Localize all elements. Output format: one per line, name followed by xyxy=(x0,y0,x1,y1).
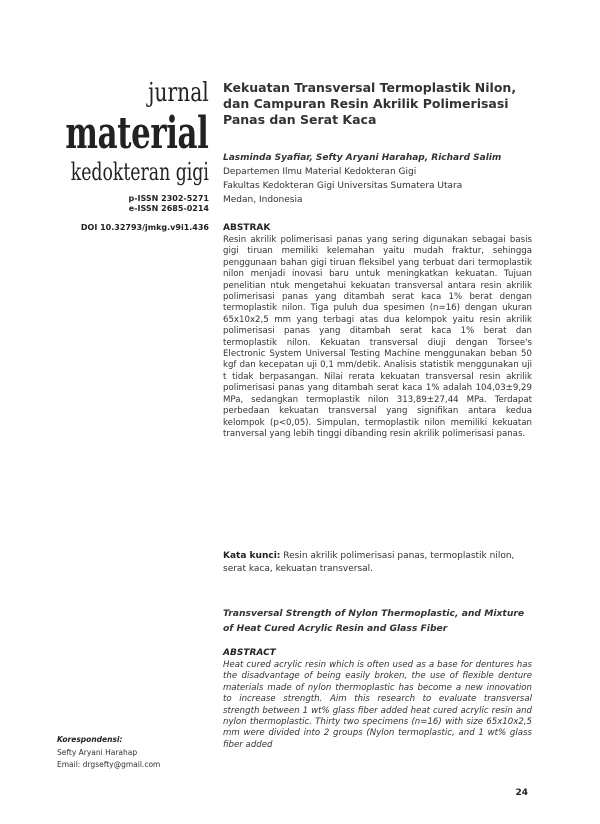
article-title: Kekuatan Transversal Termoplastik Nilon, dan Campuran Resin Akrilik Polimerisasi Panas dan Serat Kaca xyxy=(223,80,517,127)
pissn: p-ISSN 2302-5271 xyxy=(128,194,209,203)
affiliation-line: Fakultas Kedokteran Gigi Universitas Sumatera Utara xyxy=(223,181,463,191)
abstract-body: Heat cured acrylic resin which is often used as a base for dentures has the disadvantage of being easily broken, the use of flexible denture materials made of nylon thermoplastic has become a new innovation to increase strength. Aim this research to evaluate transversal strength between 1 wt% glass fiber added heat cured acrylic resin and nylon thermoplastic. Thirty two specimens (n=16) with size 65x10x2,5 mm were divided into 2 groups (Nylon termoplastic, and 1 wt% glass fiber added xyxy=(223,660,532,750)
correspondence-label: Korespondensi: xyxy=(57,735,123,744)
article-authors: Lasminda Syafiar, Sefty Aryani Harahap, Richard Salim xyxy=(223,153,502,163)
english-title: Transversal Strength of Nylon Thermoplastic, and Mixture of Heat Cured Acrylic Resin and Glass Fiber xyxy=(223,608,525,634)
keywords xyxy=(223,550,532,576)
page-number: 24 xyxy=(515,788,528,798)
journal-logo-material: material xyxy=(65,108,209,159)
doi: DOI 10.32793/jmkg.v9i1.436 xyxy=(80,223,209,232)
affiliation-line: Medan, Indonesia xyxy=(223,195,303,205)
affiliation-line: Departemen Ilmu Material Kedokteran Gigi xyxy=(223,167,417,177)
abstrak-heading: ABSTRAK xyxy=(223,223,271,233)
abstract-heading: ABSTRACT xyxy=(223,648,276,658)
correspondence-name: Sefty Aryani Harahap xyxy=(57,748,138,757)
keywords-text: Resin akrilik polimerisasi panas, termoplastik nilon, serat kaca, kekuatan transversal. xyxy=(223,551,515,574)
eissn: e-ISSN 2685-0214 xyxy=(128,204,209,213)
journal-logo-kedokteran-gigi: kedokteran gigi xyxy=(70,158,209,186)
journal-logo-jurnal: jurnal xyxy=(148,78,209,108)
correspondence-email: Email: drgsefty@gmail.com xyxy=(57,760,161,769)
abstrak-body: Resin akrilik polimerisasi panas yang sering digunakan sebagai basis gigi tiruan memiliki kelemahan yaitu mudah fraktur, sehingga penggunaan bahan gigi tiruan fleksibel yang terbuat dari termoplastik nilon menjadi inovasi baru untuk meningkatkan kekuatan. Tujuan penelitian ntuk mengetahui kekuatan transversal antara resin akrilik polimerisasi panas yang ditambah serat kaca 1% berat dengan termoplastik nilon. Tiga puluh dua spesimen (n=16) dengan ukuran 65x10x2,5 mm yang terbagi atas dua kelompok yaitu resin akrilik polimerisasi panas yang ditambah serat kaca 1% berat dan termoplastik nilon. Kekuatan transversal diuji dengan Torsee's Electronic System Universal Testing Machine menggunakan beban 50 kgf dan kecepatan uji 0,1 mm/detik. Analisis statistik menggunakan uji t tidak berpasangan. Nilai rerata kekuatan transversal resin akrilik polimerisasi panas yang ditambah serat kaca 1% adalah 104,03±9,29 MPa, sedangkan termoplastik nilon 313,89±27,44 MPa. Terdapat perbedaan kekuatan transversal yang signifikan antara kedua kelompok (p<0,05). Simpulan, termoplastik nilon memiliki kekuatan tranversal yang lebih tinggi dibanding resin akrilik polimerisasi panas. xyxy=(223,235,532,439)
keywords-label: Kata kunci: xyxy=(223,551,281,561)
